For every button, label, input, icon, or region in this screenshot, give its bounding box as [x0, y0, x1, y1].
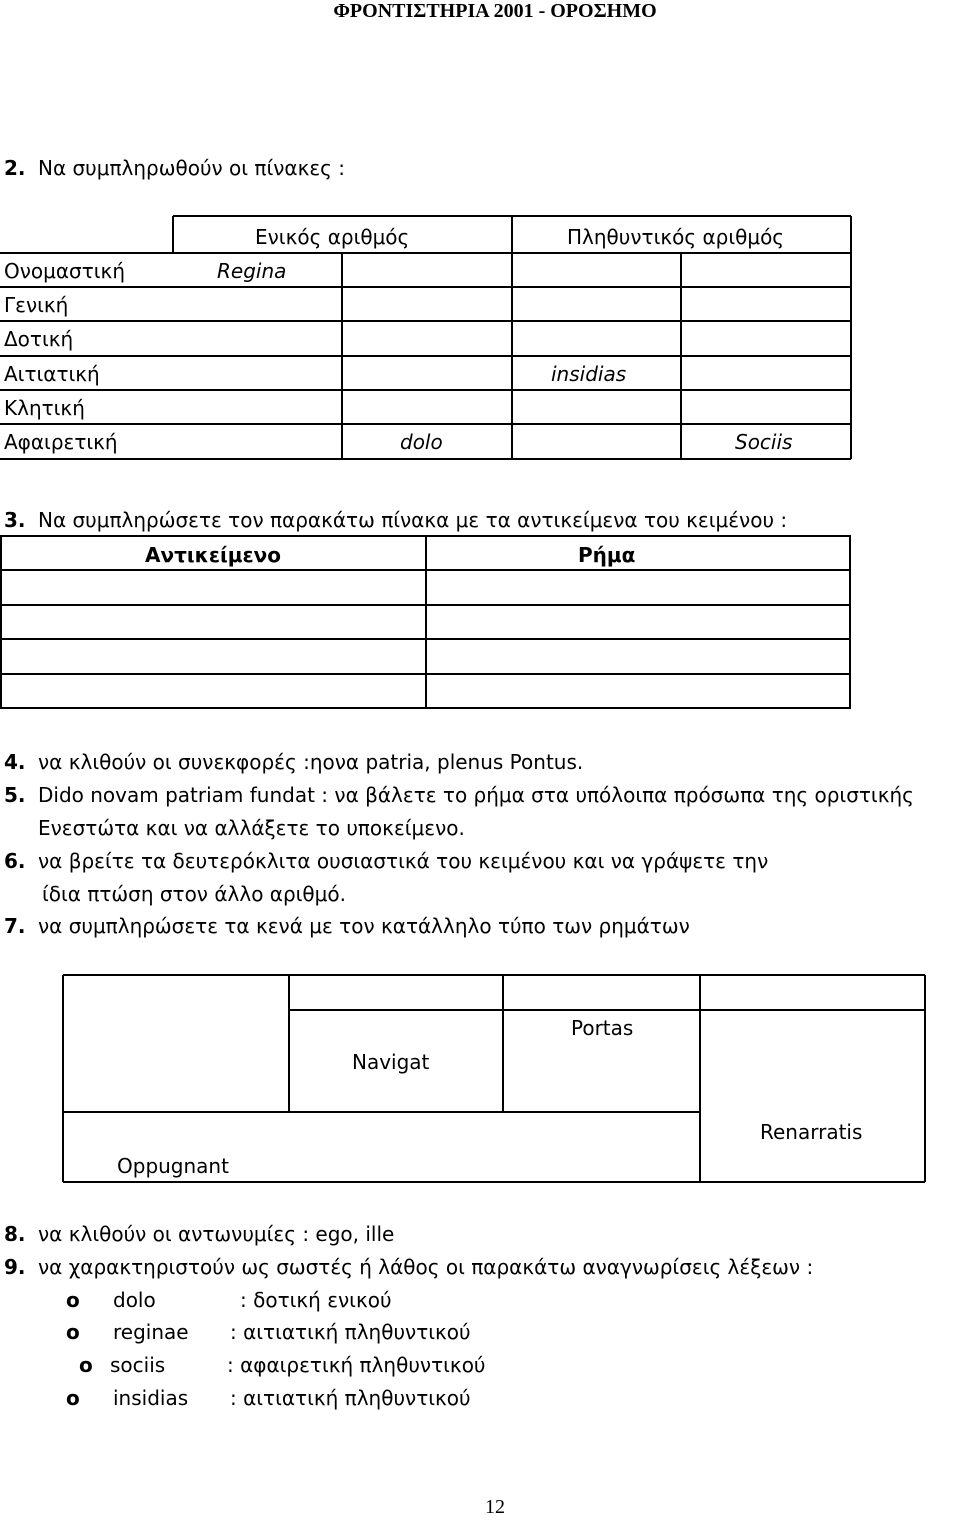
verb-cell: Portas [571, 1016, 634, 1040]
question-number: 7. [4, 914, 26, 938]
list-item-word: insidias [113, 1386, 189, 1410]
question-text: Dido novam patriam fundat : να βάλετε το ρήμα στα υπόλοιπα πρόσωπα της οριστικής [38, 783, 914, 807]
list-item-word: dolo [113, 1288, 156, 1312]
plural-cell: insidias [551, 362, 627, 386]
list-item-word: reginae [113, 1320, 189, 1344]
verb-cell: Renarratis [760, 1120, 863, 1144]
case-label: Γενική [4, 293, 69, 317]
list-item-label: : δοτική ενικού [240, 1288, 392, 1312]
case-label: Αφαιρετική [4, 430, 118, 454]
question-number: 2. [4, 156, 26, 180]
page-number: 12 [485, 1496, 505, 1518]
list-item [66, 1320, 471, 1344]
column-header-plural: Πληθυντικός αριθμός [567, 225, 785, 249]
column-header-object: Αντικείμενο [145, 543, 282, 567]
bullet-icon: o [66, 1386, 80, 1410]
question-9 [4, 1255, 813, 1279]
question-number: 6. [4, 849, 26, 873]
question-text: να κλιθούν οι αντωνυμίες : ego, ille [38, 1222, 395, 1246]
verb-cell: Navigat [352, 1050, 430, 1074]
plural-cell: Sociis [735, 430, 793, 454]
singular-cell: Regina [217, 259, 287, 283]
bullet-icon: o [66, 1288, 80, 1312]
question-8 [4, 1222, 394, 1246]
question-6-continued: ίδια πτώση στον άλλο αριθμό. [42, 882, 346, 906]
question-text: Να συμπληρωθούν οι πίνακες : [38, 156, 346, 180]
question-number: 9. [4, 1255, 26, 1279]
page-header: ΦΡΟΝΤΙΣΤΗΡΙΑ 2001 - ΟΡΟΣΗΜΟ [333, 0, 657, 22]
singular-cell: dolo [400, 430, 443, 454]
question-text: να βρείτε τα δευτερόκλιτα ουσιαστικά του κειμένου και να γράψετε την [38, 849, 769, 873]
question-text: να συμπληρώσετε τα κενά με τον κατάλληλο τύπο των ρημάτων [38, 914, 690, 938]
question-number: 4. [4, 750, 26, 774]
question-text: να χαρακτηριστούν ως σωστές ή λάθος οι παρακάτω αναγνωρίσεις λέξεων : [38, 1255, 814, 1279]
column-header-singular: Ενικός αριθμός [255, 225, 410, 249]
bullet-icon: o [66, 1320, 80, 1344]
question-7 [4, 914, 690, 938]
column-header-verb: Ρήμα [578, 543, 636, 567]
case-label: Αιτιατική [4, 362, 100, 386]
case-label: Κλητική [4, 396, 85, 420]
question-text: Να συμπληρώσετε τον παρακάτω πίνακα με τα αντικείμενα του κειμένου : [38, 508, 788, 532]
list-item-label: : αφαιρετική πληθυντικού [227, 1353, 486, 1377]
question-6 [4, 849, 768, 873]
question-5-continued: Ενεστώτα και να αλλάξετε το υποκείμενο. [38, 816, 465, 840]
question-text: να κλιθούν οι συνεκφορές :ηονα patria, plenus Pontus. [38, 750, 584, 774]
list-item-word: sociis [110, 1353, 166, 1377]
question-number: 8. [4, 1222, 26, 1246]
question-number: 5. [4, 783, 26, 807]
verb-cell: Oppugnant [117, 1154, 229, 1178]
case-label: Ονομαστική [4, 259, 126, 283]
bullet-icon: o [79, 1353, 93, 1377]
list-item-label: : αιτιατική πληθυντικού [230, 1320, 471, 1344]
list-item [66, 1288, 392, 1312]
list-item-label: : αιτιατική πληθυντικού [230, 1386, 471, 1410]
case-label: Δοτική [4, 327, 74, 351]
list-item [79, 1353, 486, 1377]
question-5 [4, 783, 914, 807]
question-3 [4, 508, 787, 532]
question-4 [4, 750, 583, 774]
list-item [66, 1386, 471, 1410]
question-number: 3. [4, 508, 26, 532]
